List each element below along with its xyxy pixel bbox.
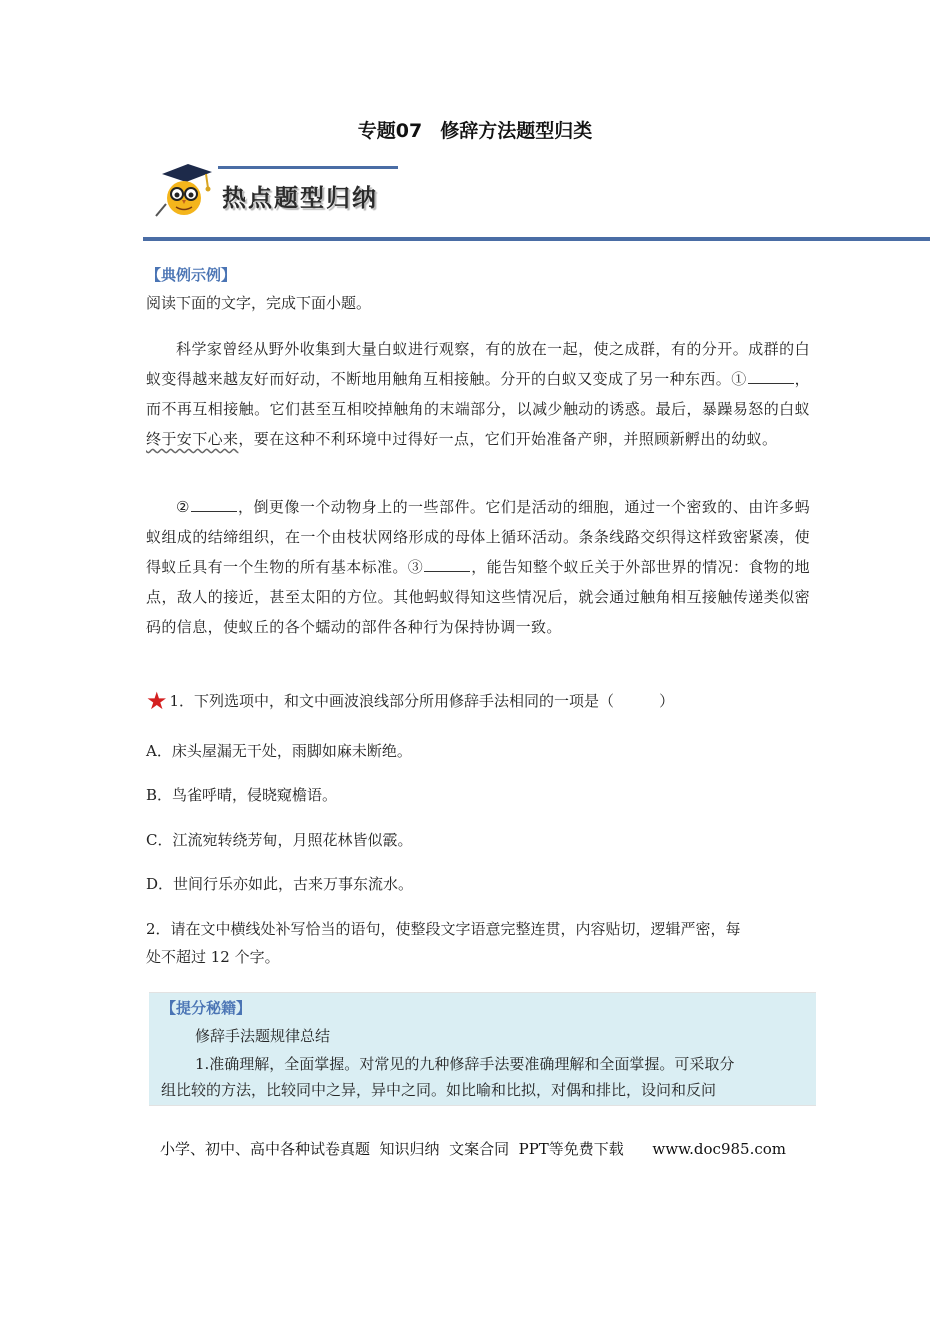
fill-blank-3[interactable] xyxy=(424,556,470,572)
passage-text: ，要在这种不利环境中过得好一点，它们开始准备产卵，并照顾新孵出的幼蚁。 xyxy=(238,430,778,448)
tips-text-line: 1.准确理解，全面掌握。对常见的九种修辞手法要准确理解和全面掌握。可采取分 xyxy=(195,1055,735,1073)
tips-subtitle: 修辞手法题规律总结 xyxy=(195,1027,331,1045)
banner-label: 热点题型归纳 xyxy=(222,183,378,212)
example-instruction: 阅读下面的文字，完成下面小题。 xyxy=(146,294,372,312)
passage-text: ，能告知整个蚁丘关于外部世界的情况：食物的地点，敌人的接近，甚至太阳的方位。其他蚂蚁得知这些情况后，就会通过触角相互接触传递类似密码的信息，使蚁丘的各个蠕动的部件各种行为保持协调一致。 xyxy=(146,558,811,636)
tips-box xyxy=(149,992,816,1106)
passage-paragraph-2 xyxy=(146,492,810,642)
passage-text: ，而不再互相接触。它们甚至互相咬掉触角的末端部分，以减少触动的诱惑。最后，暴躁易怒的白蚁 xyxy=(146,370,811,418)
owl-mascot-icon xyxy=(154,162,216,226)
question-1-stem: 1．下列选项中，和文中画波浪线部分所用修辞手法相同的一项是（ ） xyxy=(169,692,675,710)
example-heading: 【典例示例】 xyxy=(146,266,237,284)
option-c[interactable]: C．江流宛转绕芳甸，月照花林皆似霰。 xyxy=(146,831,413,849)
question-2-line-2: 处不超过 12 个字。 xyxy=(146,948,280,966)
star-icon: ★ xyxy=(146,687,168,715)
passage-paragraph-1 xyxy=(146,334,810,454)
passage-text: ，倒更像一个动物身上的一些部件。它们是活动的细胞，通过一个密致的、由许多蚂蚁组成的结缔组织，在一个由枝状网络形成的母体上循环活动。条条线路交织得这样致密紧凑，使得蚁丘具有一个生物的所有基本标准。③ xyxy=(146,498,810,576)
question-2-line-1: 2．请在文中横线处补写恰当的语句，使整段文字语意完整连贯，内容贴切，逻辑严密，每 xyxy=(146,920,741,938)
fill-blank-2[interactable] xyxy=(191,496,237,512)
option-d[interactable]: D．世间行乐亦如此，古来万事东流水。 xyxy=(146,875,414,893)
fill-blank-1[interactable] xyxy=(748,368,794,384)
title-topic-name: 修辞方法题型归类 xyxy=(440,120,593,142)
title-topic-number: 专题07 xyxy=(357,120,423,142)
option-a[interactable]: A．床头屋漏无干处，雨脚如麻未断绝。 xyxy=(146,742,412,760)
passage-text: 科学家曾经从野外收集到大量白蚁进行观察，有的放在一起，使之成群，有的分开。成群的白蚁变得越来越友好而好动，不断地用触角互相接触。分开的白蚁又变成了另一种东西。① xyxy=(146,340,810,388)
tips-heading: 【提分秘籍】 xyxy=(161,999,252,1017)
tips-text-line: 组比较的方法，比较同中之异，异中之同。如比喻和比拟，对偶和排比，设问和反问 xyxy=(161,1081,717,1099)
passage-text: ② xyxy=(176,498,190,516)
option-b[interactable]: B．鸟雀呼晴，侵晓窥檐语。 xyxy=(146,786,338,804)
question-1 xyxy=(146,686,816,716)
wavy-underlined-phrase: 终于安下心来 xyxy=(146,430,239,448)
banner-accent-line xyxy=(218,166,398,169)
page-footer: 小学、初中、高中各种试卷真题 知识归纳 文案合同 PPT等免费下载 www.doc985.com xyxy=(160,1140,787,1158)
section-divider xyxy=(143,237,930,241)
page-title xyxy=(0,116,950,143)
